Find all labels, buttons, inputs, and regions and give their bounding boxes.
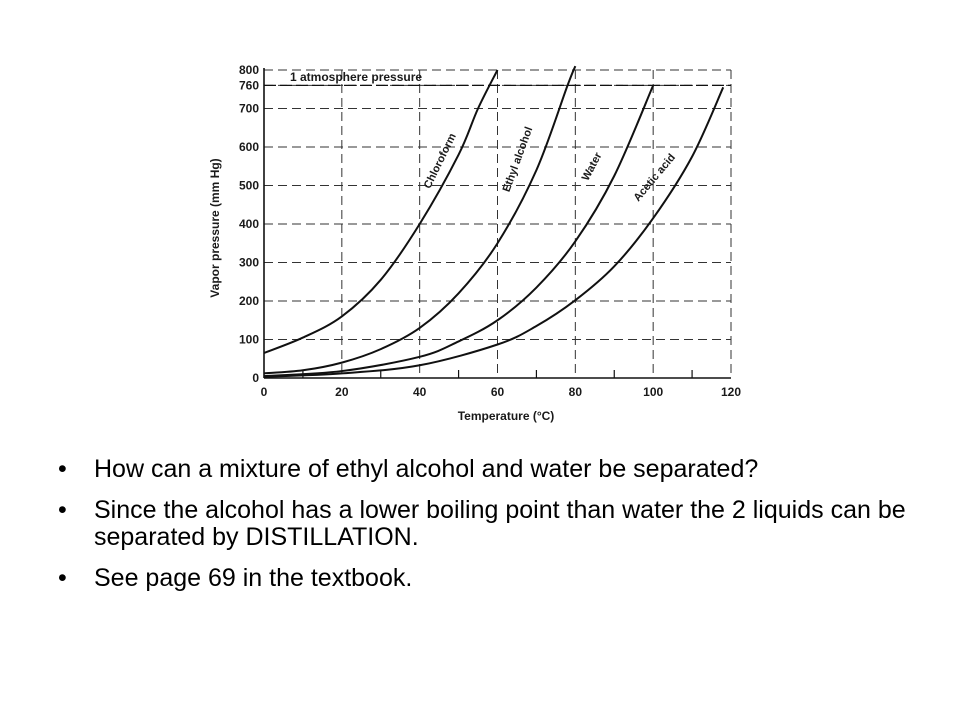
x-tick-label: 60 <box>490 385 505 399</box>
y-axis-title: Vapor pressure (mm Hg) <box>208 158 222 298</box>
x-tick-label: 40 <box>412 385 427 399</box>
x-tick-label: 80 <box>568 385 583 399</box>
y-tick-label: 500 <box>238 178 259 193</box>
y-tick-label: 100 <box>238 332 259 347</box>
x-tick-label: 20 <box>335 385 349 399</box>
bullet-item <box>58 565 938 592</box>
bullet-list <box>58 456 938 606</box>
y-tick-label: 760 <box>238 78 259 93</box>
bullet-text: Since the alcohol has a lower boiling point than water the 2 liquids can be separated by DISTILLATION. <box>94 496 906 551</box>
series-label-water: Water <box>579 150 605 183</box>
bullet-dot: • <box>58 455 67 483</box>
reference-line-label: 1 atmosphere pressure <box>290 70 423 84</box>
series-label-chloroform: Chloroform <box>421 131 459 191</box>
series-label-acetic-acid: Acetic acid <box>631 151 679 204</box>
bullet-item <box>58 497 938 551</box>
y-tick-label: 800 <box>238 63 259 77</box>
y-tick-label: 300 <box>238 255 259 270</box>
bullet-dot: • <box>58 564 67 592</box>
series-line-water <box>264 85 653 376</box>
x-tick-label: 120 <box>720 385 742 399</box>
y-tick-label: 200 <box>238 294 259 308</box>
chart-curves <box>264 66 723 377</box>
bullet-text: See page 69 in the textbook. <box>94 564 413 592</box>
series-label-ethyl-alcohol: Ethyl alcohol <box>500 125 536 194</box>
series-line-chloroform <box>264 70 498 353</box>
x-tick-label: 0 <box>260 385 268 399</box>
x-tick-label: 100 <box>643 385 664 399</box>
y-tick-label: 400 <box>238 217 259 231</box>
bullet-dot: • <box>58 496 67 524</box>
series-line-acetic-acid <box>264 87 723 377</box>
chart-labels <box>239 63 741 399</box>
bullet-item <box>58 456 938 483</box>
y-tick-label: 700 <box>238 101 259 116</box>
y-tick-label: 0 <box>252 371 259 385</box>
x-axis-title: Temperature (°C) <box>457 409 555 423</box>
y-tick-label: 600 <box>238 140 259 154</box>
chart-grid <box>264 70 731 378</box>
bullet-text: How can a mixture of ethyl alcohol and water be separated? <box>94 455 759 483</box>
